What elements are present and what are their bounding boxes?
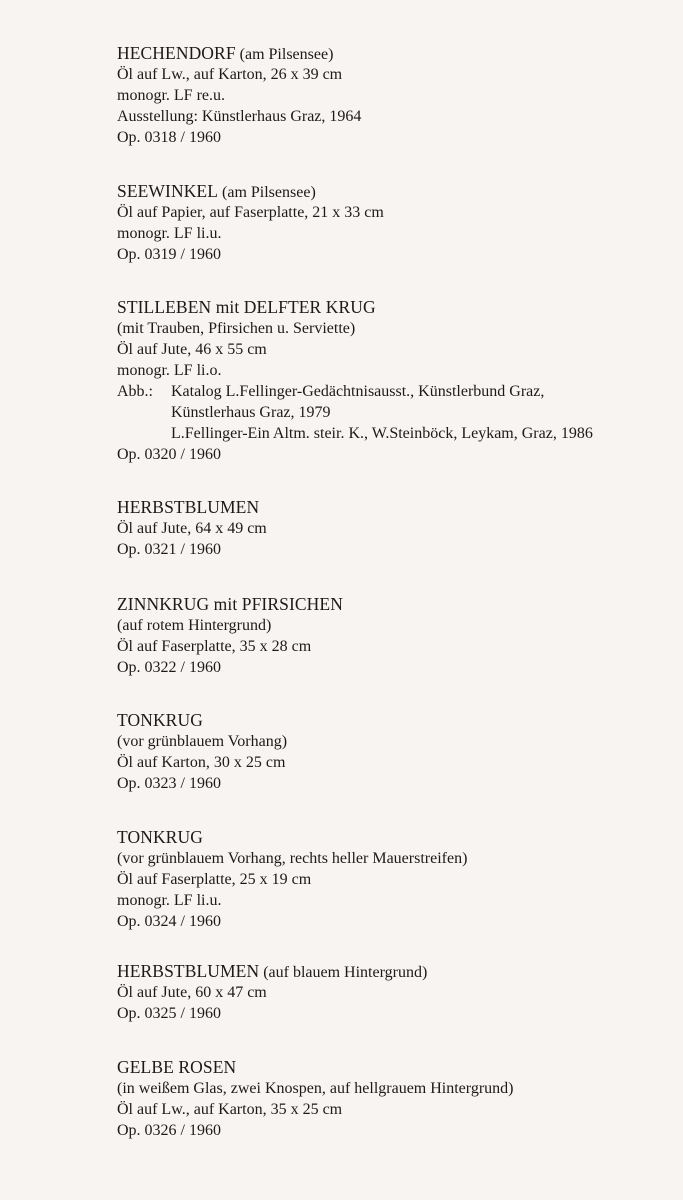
entry-heading — [117, 297, 677, 318]
entry-heading — [117, 961, 677, 982]
entry-line: Öl auf Jute, 46 x 55 cm — [117, 341, 267, 358]
catalog-entry — [117, 961, 677, 1024]
entry-heading — [117, 710, 677, 731]
catalog-entry — [117, 594, 677, 678]
entry-opus: Op. 0326 / 1960 — [117, 1122, 221, 1139]
entry-line: (auf rotem Hintergrund) — [117, 617, 272, 634]
abb-reference: L.Fellinger-Ein Altm. steir. K., W.Steinböck, Leykam, Graz, 1986 — [171, 425, 593, 442]
entry-line: monogr. LF re.u. — [117, 87, 225, 104]
entry-line: (in weißem Glas, zwei Knospen, auf hellgrauem Hintergrund) — [117, 1080, 514, 1097]
entry-heading — [117, 827, 677, 848]
abb-reference: Künstlerhaus Graz, 1979 — [171, 404, 331, 421]
entry-title: TONKRUG — [117, 827, 203, 847]
entry-line: monogr. LF li.u. — [117, 225, 222, 242]
entry-line: Öl auf Faserplatte, 35 x 28 cm — [117, 638, 312, 655]
illustration-references — [117, 381, 677, 444]
entry-opus: Op. 0319 / 1960 — [117, 246, 221, 263]
entry-heading — [117, 43, 677, 64]
entry-line: Öl auf Papier, auf Faserplatte, 21 x 33 cm — [117, 204, 384, 221]
entry-opus: Op. 0322 / 1960 — [117, 659, 221, 676]
entry-line: (vor grünblauem Vorhang) — [117, 733, 288, 750]
entry-subtitle: (am Pilsensee) — [222, 184, 316, 201]
entry-line: Öl auf Jute, 64 x 49 cm — [117, 520, 267, 537]
catalog-entry — [117, 827, 677, 932]
entry-title: SEEWINKEL — [117, 181, 219, 201]
entry-line: monogr. LF li.u. — [117, 892, 222, 909]
entry-line: Öl auf Karton, 30 x 25 cm — [117, 754, 286, 771]
catalog-entry — [117, 181, 677, 265]
entry-title: TONKRUG — [117, 710, 203, 730]
catalog-entry — [117, 297, 677, 465]
entry-opus: Op. 0323 / 1960 — [117, 775, 221, 792]
catalog-entry — [117, 43, 677, 148]
entry-line: Öl auf Faserplatte, 25 x 19 cm — [117, 871, 312, 888]
entry-heading — [117, 181, 677, 202]
entry-subtitle: (am Pilsensee) — [239, 46, 334, 63]
catalog-entry — [117, 710, 677, 794]
entry-title: HERBSTBLUMEN — [117, 497, 260, 517]
entry-heading — [117, 1057, 677, 1078]
entry-line: Ausstellung: Künstlerhaus Graz, 1964 — [117, 108, 362, 125]
entry-opus: Op. 0320 / 1960 — [117, 446, 221, 463]
catalog-entry — [117, 497, 677, 560]
entry-title: HERBSTBLUMEN — [117, 961, 260, 981]
entry-line: (vor grünblauem Vorhang, rechts heller Mauerstreifen) — [117, 850, 468, 867]
entry-heading — [117, 497, 677, 518]
entry-title: ZINNKRUG mit PFIRSICHEN — [117, 594, 343, 614]
entry-line: Öl auf Jute, 60 x 47 cm — [117, 984, 267, 1001]
entry-opus: Op. 0325 / 1960 — [117, 1005, 221, 1022]
entry-opus: Op. 0321 / 1960 — [117, 541, 221, 558]
entry-subtitle: (auf blauem Hintergrund) — [263, 964, 428, 981]
abb-reference: Katalog L.Fellinger-Gedächtnisausst., Künstlerbund Graz, — [171, 383, 545, 400]
entry-opus: Op. 0324 / 1960 — [117, 913, 221, 930]
entry-title: HECHENDORF — [117, 43, 236, 63]
entry-line: (mit Trauben, Pfirsichen u. Serviette) — [117, 320, 356, 337]
abb-label: Abb.: — [117, 383, 153, 400]
entry-title: GELBE ROSEN — [117, 1057, 237, 1077]
entry-line: Öl auf Lw., auf Karton, 26 x 39 cm — [117, 66, 343, 83]
entry-line: monogr. LF li.o. — [117, 362, 222, 379]
entry-heading — [117, 594, 677, 615]
entry-title: STILLEBEN mit DELFTER KRUG — [117, 297, 376, 317]
entry-line: Öl auf Lw., auf Karton, 35 x 25 cm — [117, 1101, 343, 1118]
entry-opus: Op. 0318 / 1960 — [117, 129, 221, 146]
catalog-entry — [117, 1057, 677, 1141]
